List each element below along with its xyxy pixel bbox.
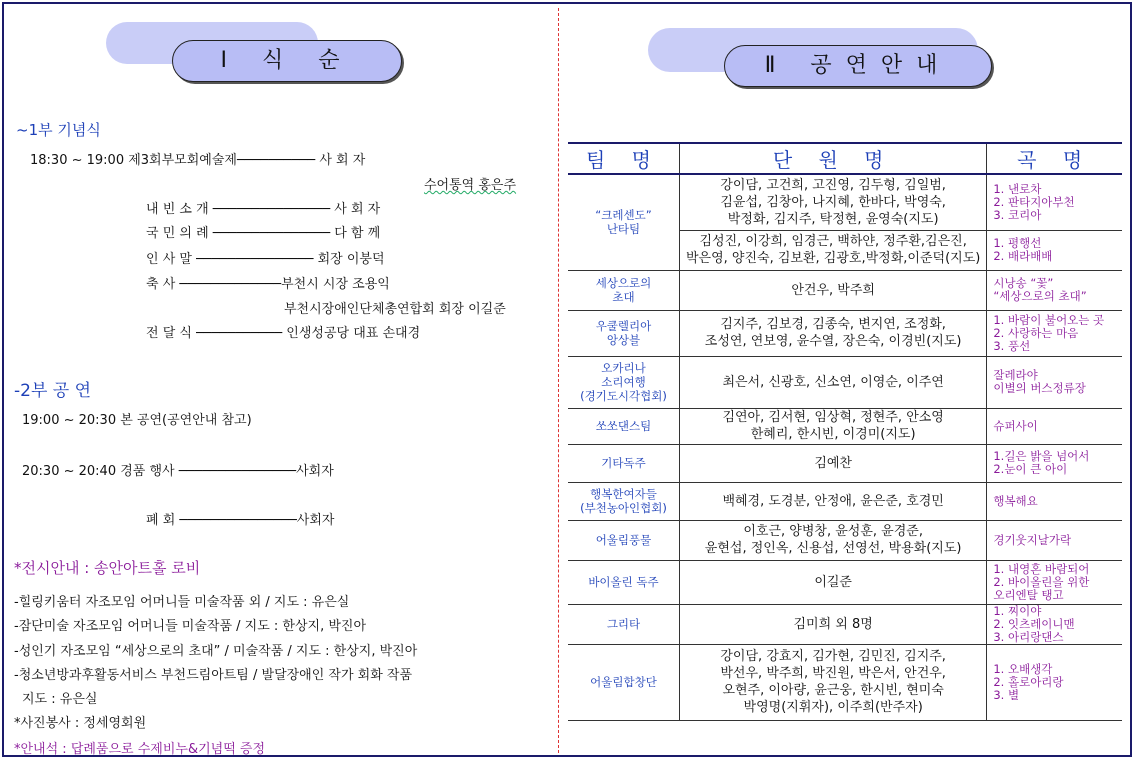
table-row [568, 644, 1122, 720]
team-cell: 어울림풍물 [568, 520, 679, 560]
songs-cell: 1. 낸로차 2. 판타지아부천 3. 코리아 [987, 174, 1122, 230]
part2-heading: -2부 공 연 [14, 381, 92, 401]
members-cell: 김지주, 김보경, 김종숙, 변지연, 조정화, 조성연, 연보영, 윤수열, 장은숙, 이경빈(지도) [679, 310, 986, 356]
members-cell: 최은서, 신광호, 신소연, 이영순, 이주연 [679, 356, 986, 408]
part1-row: 18:30 ~ 19:00 제3회부모회예술제────────── 사 회 자 [30, 153, 366, 168]
part1-row: 국 민 의 례 ─────────────── 다 함 께 [146, 226, 381, 241]
part1-row: 내 빈 소 개 ─────────────── 사 회 자 [146, 202, 381, 217]
exhibit-row: *사진봉사 : 정세영회원 [14, 716, 147, 731]
team-cell: 바이올린 독주 [568, 560, 679, 604]
team-cell: 세상으로의 초대 [568, 270, 679, 310]
songs-cell: 1.길은 밝을 넘어서 2.눈이 큰 아이 [987, 444, 1122, 482]
members-cell: 김성진, 이강희, 임경근, 백하얀, 정주환,김은진, 박은영, 양진숙, 김보환, 김광호,박정화,이준덕(지도) [679, 230, 986, 270]
songs-cell: 행복해요 [987, 482, 1122, 520]
table-row [568, 444, 1122, 482]
exhibit-row: -성인기 자조모임 “세상으로의 초대” / 미술작품 / 지도 : 한상지, 박진아 [14, 644, 418, 659]
songs-cell: 1. 평행선 2. 배라배배 [987, 230, 1122, 270]
members-cell: 이호근, 양병창, 윤성훈, 윤경준, 윤현섭, 정인옥, 신용섭, 선영선, 박용화(지도) [679, 520, 986, 560]
team-cell: 어울림합창단 [568, 644, 679, 720]
performance-table [568, 142, 1122, 721]
songs-cell: 1. 오배생각 2. 홀로아리랑 3. 별 [987, 644, 1122, 720]
table-row [568, 408, 1122, 444]
songs-cell: 경기웃지날가락 [987, 520, 1122, 560]
table-row [568, 520, 1122, 560]
members-cell: 김예찬 [679, 444, 986, 482]
header-team: 팀 명 [568, 143, 679, 174]
table-row [568, 482, 1122, 520]
songs-cell: 1. 내영혼 바람되어 2. 바이올린을 위한 오리엔탈 탱고 [987, 560, 1122, 604]
table-row [568, 174, 1122, 230]
table-row [568, 604, 1122, 644]
table-header [568, 143, 1122, 174]
table-row [568, 270, 1122, 310]
team-cell: 행복한여자들 (부천농아인협회) [568, 482, 679, 520]
right-title: Ⅱ 공연안내 [724, 45, 992, 87]
songs-cell: 슈퍼사이 [987, 408, 1122, 444]
notice: *안내석 : 답례품으로 수제비누&기념떡 증정 [14, 742, 266, 757]
header-songs: 곡 명 [987, 143, 1122, 174]
exhibit-row: 지도 : 유은실 [22, 692, 98, 707]
header-members: 단 원 명 [679, 143, 986, 174]
exhibit-row: -청소년방과후활동서비스 부천드림아트팀 / 발달장애인 작가 회화 작품 [14, 668, 413, 683]
team-cell: 쏘쏘댄스팀 [568, 408, 679, 444]
members-cell: 강이담, 강효지, 김가현, 김민진, 김지주, 박선우, 박주희, 박진원, 박은서, 안건우, 오현주, 이아량, 윤근웅, 한시빈, 현미숙 박영명(지휘자), 이주희(반주자) [679, 644, 986, 720]
part2-row: 19:00 ~ 20:30 본 공연(공연안내 참고) [22, 413, 252, 428]
members-cell: 김연아, 김서현, 임상혁, 정현주, 안소영 한혜리, 한시빈, 이경미(지도) [679, 408, 986, 444]
members-cell: 백혜경, 도경분, 안정애, 윤은준, 호경민 [679, 482, 986, 520]
part1-row: 전 달 식 ─────────── 인생성공당 대표 손대경 [146, 326, 421, 341]
exhibit-row: -잠단미술 자조모임 어머니들 미술작품 / 지도 : 한상지, 박진아 [14, 619, 367, 634]
team-cell: 오카리나 소리여행 (경기도시각협회) [568, 356, 679, 408]
team-cell: “크레센도” 난타팀 [568, 174, 679, 270]
part1-row: 부천시장애인단체총연합회 회장 이길준 [284, 302, 506, 317]
part2-row: 폐 회 ───────────────사회자 [146, 513, 335, 528]
songs-cell: 잘레라야 이별의 버스정류장 [987, 356, 1122, 408]
table-row [568, 356, 1122, 408]
members-cell: 김미희 외 8명 [679, 604, 986, 644]
members-cell: 안건우, 박주희 [679, 270, 986, 310]
exhibit-row: -힐링키움터 자조모임 어머니들 미술작품 외 / 지도 : 유은실 [14, 595, 350, 610]
team-cell: 그리타 [568, 604, 679, 644]
members-cell: 이길준 [679, 560, 986, 604]
part1-row: 축 사 ─────────────부천시 시장 조용익 [146, 277, 390, 292]
team-cell: 우쿨렐리아 앙상블 [568, 310, 679, 356]
songs-cell: 1. 바람이 불어오는 곳 2. 사랑하는 마음 3. 풍선 [987, 310, 1122, 356]
songs-cell: 1. 찌이야 2. 잇츠레이니맨 3. 아리랑댄스 [987, 604, 1122, 644]
part1-heading: ~1부 기념식 [16, 121, 101, 139]
left-title: Ⅰ 식 순 [172, 40, 402, 82]
exhibit-heading: *전시안내 : 송안아트홀 로비 [14, 559, 201, 577]
team-cell: 기타독주 [568, 444, 679, 482]
center-divider [558, 8, 559, 753]
table-row [568, 560, 1122, 604]
part2-row: 20:30 ~ 20:40 경품 행사 ───────────────사회자 [22, 464, 334, 479]
part1-row: 인 사 말 ─────────────── 회장 이붕덕 [146, 252, 385, 267]
table-row [568, 310, 1122, 356]
part1-row: 수어통역 홍은주 [424, 178, 517, 193]
songs-cell: 시낭송 “꽃” “세상으로의 초대” [987, 270, 1122, 310]
members-cell: 강이담, 고건희, 고진영, 김두형, 김일범, 김윤섭, 김창아, 나지혜, 한바다, 박영숙, 박정화, 김지주, 탁정현, 윤영숙(지도) [679, 174, 986, 230]
